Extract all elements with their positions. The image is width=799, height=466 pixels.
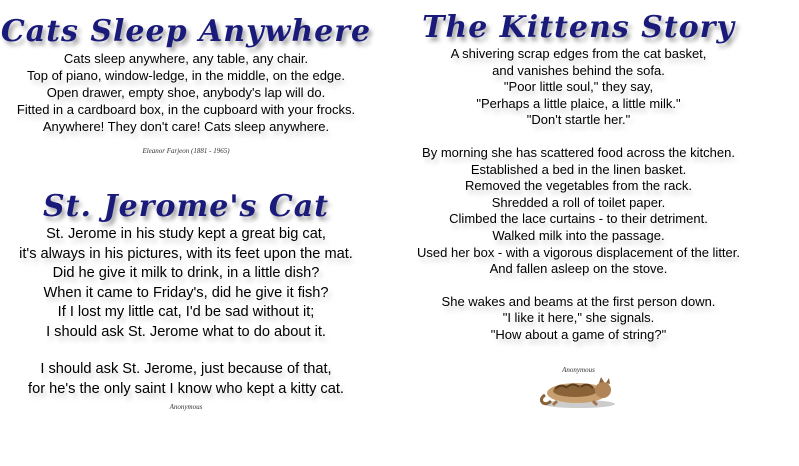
sleeping-kitten-picture: [537, 375, 617, 409]
poem-line: Shredded a roll of toilet paper.: [491, 194, 666, 210]
poem-title-st-jeromes-cat: St. Jerome's Cat: [42, 189, 330, 224]
stanza-gap: [398, 129, 759, 145]
poem-st-jeromes-cat-stanza-1: [0, 225, 372, 342]
poem-line: And fallen asleep on the stove.: [489, 261, 668, 277]
poem-line: If I lost my little cat, I'd be sad without it;: [57, 304, 315, 320]
poem-line: I should ask St. Jerome what to do about it.: [46, 323, 326, 340]
poem-line: By morning she has scattered food across the kitchen.: [422, 144, 735, 160]
poem-line: I should ask St. Jerome, just because of that,: [40, 361, 332, 377]
poem-line: Climbed the lace curtains - to their detriment.: [449, 211, 708, 227]
stanza-gap: [0, 342, 372, 360]
left-column: [0, 14, 372, 411]
right-column: [398, 10, 759, 374]
poem-line: St. Jerome in his study kept a great big cat,: [46, 226, 326, 242]
poem-line: "Perhaps a little plaice, a little milk.": [476, 95, 681, 111]
poem-line: "How about a game of string?": [490, 326, 667, 342]
poem-line: Fitted in a cardboard box, in the cupboard with your frocks.: [16, 102, 356, 117]
poem-line: Removed the vegetables from the rack.: [465, 178, 692, 194]
poem-title-cats-sleep-anywhere: Cats Sleep Anywhere: [0, 14, 372, 49]
poem-line: When it came to Friday's, did he give it fish?: [43, 284, 329, 301]
poem-kittens-story-stanza-1: [398, 46, 759, 129]
stanza-gap: [398, 278, 759, 294]
poem-line: Walked milk into the passage.: [492, 227, 665, 243]
poem-line: She wakes and beams at the first person down.: [441, 293, 716, 309]
poem-line: "I like it here," she signals.: [502, 310, 655, 326]
poem-line: Anywhere! They don't care! Cats sleep anywhere.: [42, 119, 330, 134]
poem-line: Top of piano, window-ledge, in the middle, on the edge.: [27, 68, 345, 83]
poem-st-jeromes-cat-stanza-2: [0, 360, 372, 399]
poem-line: A shivering scrap edges from the cat basket,: [450, 46, 707, 61]
poem-title-the-kittens-story: The Kittens Story: [422, 10, 735, 45]
poem-credit: Anonymous: [169, 403, 203, 411]
poem-line: Used her box - with a vigorous displacement of the litter.: [417, 244, 740, 260]
poem-line: and vanishes behind the sofa.: [492, 62, 665, 78]
poem-cats-sleep-anywhere-text: [0, 50, 372, 135]
poem-line: "Don't startle her.": [526, 112, 631, 128]
poem-line: for he's the only saint I know who kept a kitty cat.: [28, 380, 344, 397]
poem-line: Cats sleep anywhere, any table, any chair.: [63, 51, 309, 66]
poem-line: Open drawer, empty shoe, anybody's lap will do.: [46, 85, 326, 100]
poem-line: "Poor little soul," they say,: [503, 79, 654, 95]
poem-kittens-story-stanza-3: [398, 294, 759, 344]
poem-credit: Anonymous: [562, 365, 595, 374]
poem-line: it's always in his pictures, with its feet upon the mat.: [19, 245, 353, 262]
poem-kittens-story-stanza-2: [398, 145, 759, 278]
poem-line: Did he give it milk to drink, in a little dish?: [52, 265, 320, 281]
poem-line: Established a bed in the linen basket.: [470, 161, 687, 177]
poem-credit: Eleanor Farjeon (1881 - 1965): [142, 147, 230, 155]
